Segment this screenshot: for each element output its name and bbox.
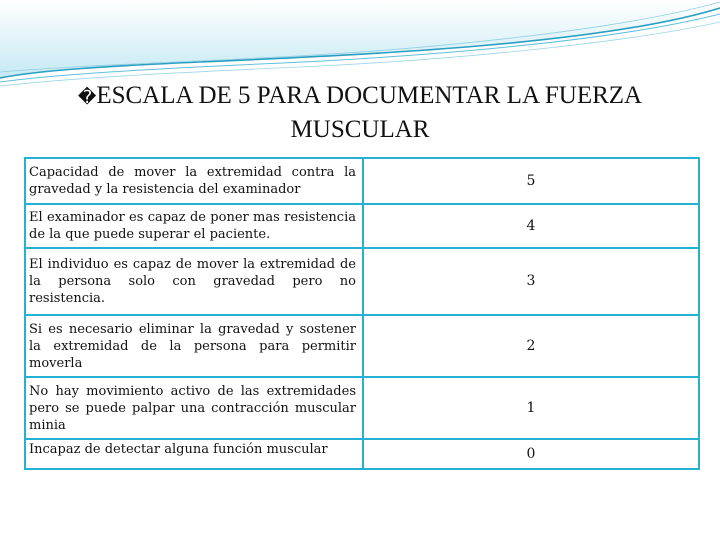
- grade-value: 3: [363, 248, 699, 315]
- grade-description: Si es necesario eliminar la gravedad y sostener la extremidad de la persona para permitir moverla: [25, 315, 363, 377]
- grade-description: El individuo es capaz de mover la extremidad de la persona solo con gravedad pero no resistencia.: [25, 248, 363, 315]
- grade-description: No hay movimiento activo de las extremidades pero se puede palpar una contracción muscular minia: [25, 377, 363, 439]
- slide-title-text-1: ESCALA DE 5 PARA DOCUMENTAR LA FUERZA: [96, 82, 643, 109]
- grade-value: 5: [363, 158, 699, 204]
- bullet-marker: �: [77, 87, 97, 108]
- grade-description: El examinador es capaz de poner mas resistencia de la que puede superar el paciente.: [25, 204, 363, 248]
- grade-value: 4: [363, 204, 699, 248]
- slide-title: [0, 80, 720, 146]
- slide-title-line-1: [0, 80, 720, 114]
- grade-value: 2: [363, 315, 699, 377]
- table-row: [25, 204, 699, 248]
- decorative-wave-header: [0, 0, 720, 90]
- table-row: [25, 158, 699, 204]
- table-row: [25, 315, 699, 377]
- grade-description: Capacidad de mover la extremidad contra la gravedad y la resistencia del examinador: [25, 158, 363, 204]
- table-row: [25, 377, 699, 439]
- grade-value: 0: [363, 439, 699, 469]
- table-row: [25, 248, 699, 315]
- grade-description: Incapaz de detectar alguna función muscular: [25, 439, 363, 469]
- muscle-strength-scale-table: [24, 157, 700, 470]
- table-row: [25, 439, 699, 469]
- slide-title-line-2: MUSCULAR: [290, 116, 430, 143]
- grade-value: 1: [363, 377, 699, 439]
